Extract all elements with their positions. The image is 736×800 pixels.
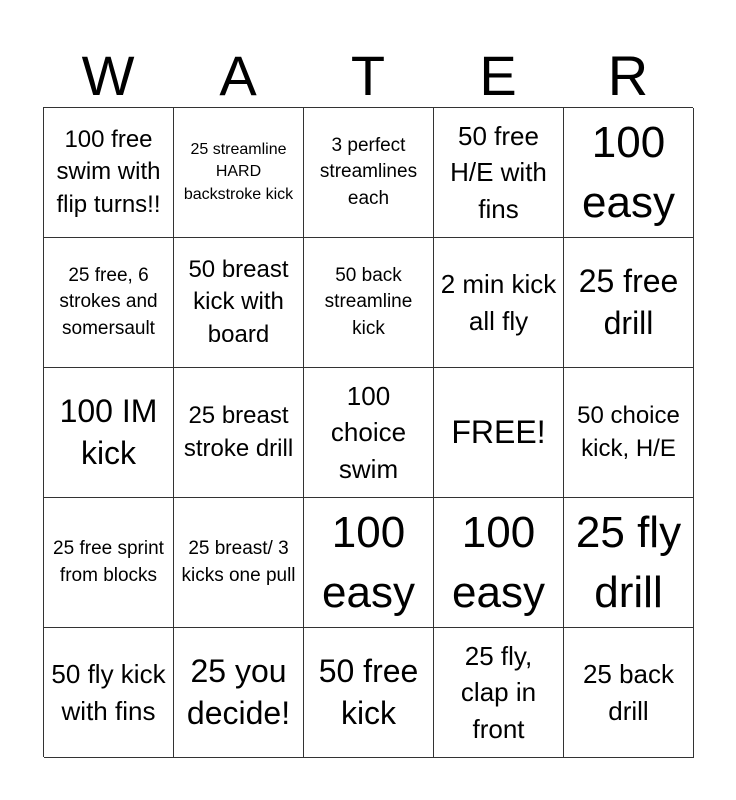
cell-text: 50 breast kick with board <box>188 255 289 348</box>
cell-text: 50 free kick <box>318 652 419 731</box>
cell-text: FREE! <box>451 413 546 450</box>
header-letter-r: R <box>607 44 649 107</box>
bingo-cell[interactable] <box>174 108 304 238</box>
bingo-cell[interactable] <box>304 498 434 628</box>
bingo-header <box>43 44 693 108</box>
cell-text: 50 choice kick, H/E <box>577 401 680 462</box>
cell-text: 25 fly, clap in front <box>460 640 537 744</box>
cell-text: 25 free drill <box>578 262 679 341</box>
bingo-cell[interactable] <box>434 628 564 758</box>
bingo-board <box>43 107 693 757</box>
bingo-cell[interactable] <box>564 108 694 238</box>
bingo-cell[interactable] <box>174 238 304 368</box>
cell-text: 50 free H/E with fins <box>450 120 547 224</box>
header-letter-t: T <box>350 44 386 107</box>
cell-text: 100 IM kick <box>59 392 158 471</box>
header-letter-e: E <box>479 44 517 107</box>
bingo-cell[interactable] <box>564 368 694 498</box>
bingo-cell[interactable] <box>44 628 174 758</box>
bingo-cell[interactable] <box>304 238 434 368</box>
cell-text: 25 breast stroke drill <box>183 401 294 462</box>
cell-text: 2 min kick all fly <box>440 269 557 336</box>
bingo-cell[interactable] <box>304 108 434 238</box>
cell-text: 50 back streamline kick <box>324 264 413 339</box>
cell-text: 50 fly kick with fins <box>51 659 166 726</box>
cell-text: 25 streamline HARD backstroke kick <box>183 140 294 203</box>
bingo-cell[interactable] <box>564 628 694 758</box>
bingo-cell[interactable] <box>564 498 694 628</box>
bingo-cell[interactable] <box>174 628 304 758</box>
bingo-cell[interactable] <box>434 108 564 238</box>
cell-text: 100 easy <box>582 117 675 227</box>
bingo-cell[interactable] <box>44 108 174 238</box>
bingo-cell[interactable] <box>434 498 564 628</box>
cell-text: 25 breast/ 3 kicks one pull <box>181 538 296 586</box>
bingo-cell[interactable] <box>304 368 434 498</box>
cell-text: 25 you decide! <box>186 652 291 731</box>
header-letter-w: W <box>81 44 135 107</box>
cell-text: 100 free swim with flip turns!! <box>56 125 161 218</box>
header-letter-a: A <box>219 44 257 107</box>
bingo-cell[interactable] <box>174 368 304 498</box>
cell-text: 25 free sprint from blocks <box>53 538 164 586</box>
bingo-cell[interactable] <box>44 498 174 628</box>
bingo-cell[interactable] <box>434 238 564 368</box>
cell-text: 100 easy <box>322 507 415 617</box>
cell-text: 25 back drill <box>582 659 675 726</box>
cell-text: 100 easy <box>452 507 545 617</box>
bingo-cell[interactable] <box>44 238 174 368</box>
bingo-cell[interactable] <box>304 628 434 758</box>
cell-text: 25 fly drill <box>575 507 682 617</box>
cell-text: 100 choice swim <box>330 380 407 484</box>
bingo-cell[interactable] <box>434 368 564 498</box>
bingo-cell[interactable] <box>564 238 694 368</box>
cell-text: 3 perfect streamlines each <box>319 134 418 209</box>
bingo-cell[interactable] <box>44 368 174 498</box>
cell-text: 25 free, 6 strokes and somersault <box>59 264 158 339</box>
bingo-cell[interactable] <box>174 498 304 628</box>
